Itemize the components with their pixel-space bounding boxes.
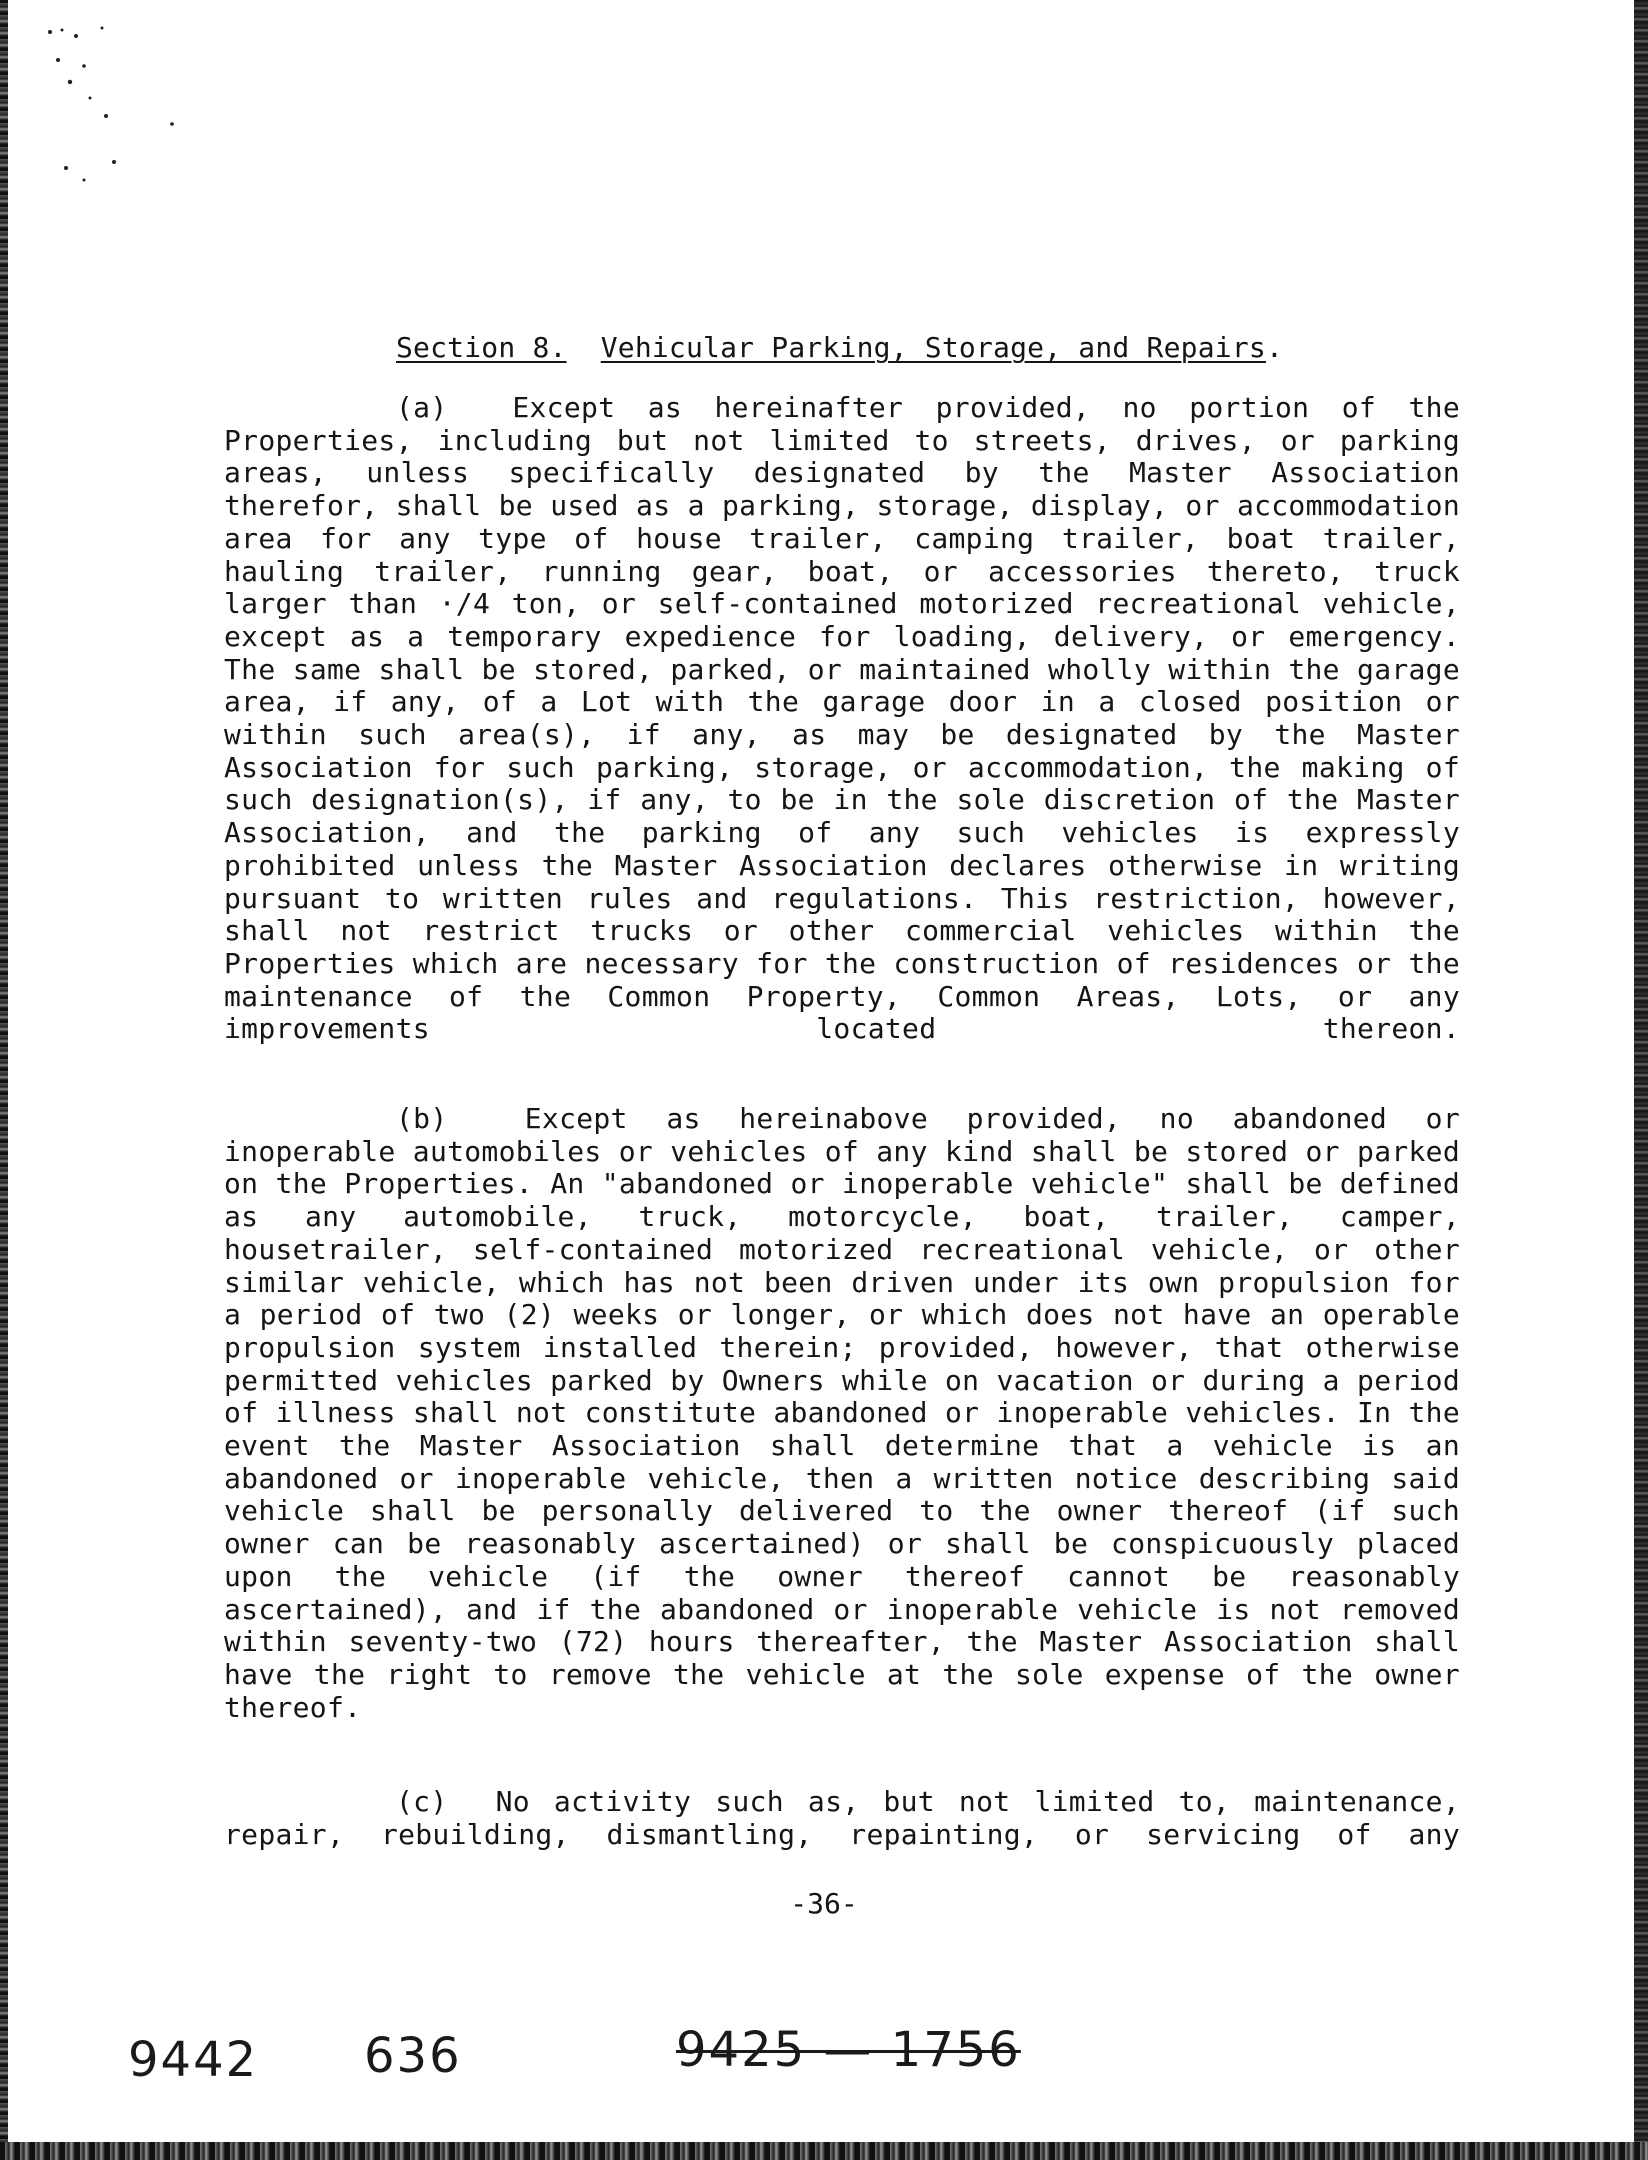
paragraph-b-text: Except as hereinabove provided, no abandoned or inoperable automobiles or vehicles of any kind shall be stored or parked on the Properties. An "abandoned or inoperable vehicle" shall be defined as any automobile, truck, motorcycle, boat, trailer, camper, housetrailer, self-contained motorized recreational vehicle, or other similar vehicle, which has not been driven under its own propulsion for a period of two (2) weeks or longer, or which does not have an operable propulsion system installed therein; provided, however, that otherwise permitted vehicles parked by Owners while on vacation or during a period of illness shall not constitute abandoned or inoperable vehicles. In the event the Master Association shall determine that a vehicle is an abandoned or inoperable vehicle, then a written notice describing said vehicle shall be personally delivered to the owner thereof (if such owner can be reasonably ascertained) or shall be conspicuously placed upon the vehicle (if the owner thereof cannot be reasonably ascertained), and if the abandoned or inoperable vehicle is not removed within seventy-two (72) hours thereafter, the Master Association shall have the right to remove the vehicle at the sole expense of the owner thereof. bbox=[224, 1102, 1460, 1724]
paragraph-c-text: No activity such as, but not limited to, maintenance, repair, rebuilding, dismantling, repainting, or servicing of any bbox=[224, 1785, 1460, 1851]
document-number-stamp-middle: 636 bbox=[364, 2028, 462, 2084]
scan-edge-bottom bbox=[0, 2142, 1648, 2160]
scan-specks bbox=[40, 20, 200, 190]
page-number: -36- bbox=[790, 1887, 858, 1920]
paragraph-b-marker: (b) bbox=[396, 1102, 448, 1135]
paragraph-c bbox=[224, 1786, 1460, 1851]
paragraph-a bbox=[224, 392, 1460, 1046]
section-number: Section 8. bbox=[396, 331, 567, 364]
paragraph-b bbox=[224, 1103, 1460, 1724]
paragraph-a-marker: (a) bbox=[396, 391, 448, 424]
section-title-period: . bbox=[1265, 331, 1284, 364]
document-number-stamp-struck: 9425 — 1756 bbox=[676, 2022, 1021, 2078]
section-heading bbox=[396, 328, 1416, 368]
section-title: Vehicular Parking, Storage, and Repairs bbox=[600, 331, 1266, 364]
document-number-stamp-left: 9442 bbox=[128, 2032, 259, 2088]
paragraph-c-marker: (c) bbox=[396, 1785, 448, 1818]
paragraph-a-text: Except as hereinafter provided, no portion of the Properties, including but not limited to streets, drives, or parking areas, unless specifically designated by the Master Association therefor, shall be used as a parking, storage, display, or accommodation area for any type of house trailer, camping trailer, boat trailer, hauling trailer, running gear, boat, or accessories thereto, truck larger than ·/4 ton, or self-contained motorized recreational vehicle, except as a temporary expedience for loading, delivery, or emergency. The same shall be stored, parked, or maintained wholly within the garage area, if any, of a Lot with the garage door in a closed position or within such area(s), if any, as may be designated by the Master Association for such parking, storage, or accommodation, the making of such designation(s), if any, to be in the sole discretion of the Master Association, and the parking of any such vehicles is expressly prohibited unless the Master Association declares otherwise in writing pursuant to written rules and regulations. This restriction, however, shall not restrict trucks or other commercial vehicles within the Properties which are necessary for the construction of residences or the maintenance of the Common Property, Common Areas, Lots, or any improvements located thereon. bbox=[224, 391, 1460, 1046]
scan-edge-right bbox=[1634, 0, 1648, 2160]
scan-edge-left bbox=[0, 0, 8, 2160]
